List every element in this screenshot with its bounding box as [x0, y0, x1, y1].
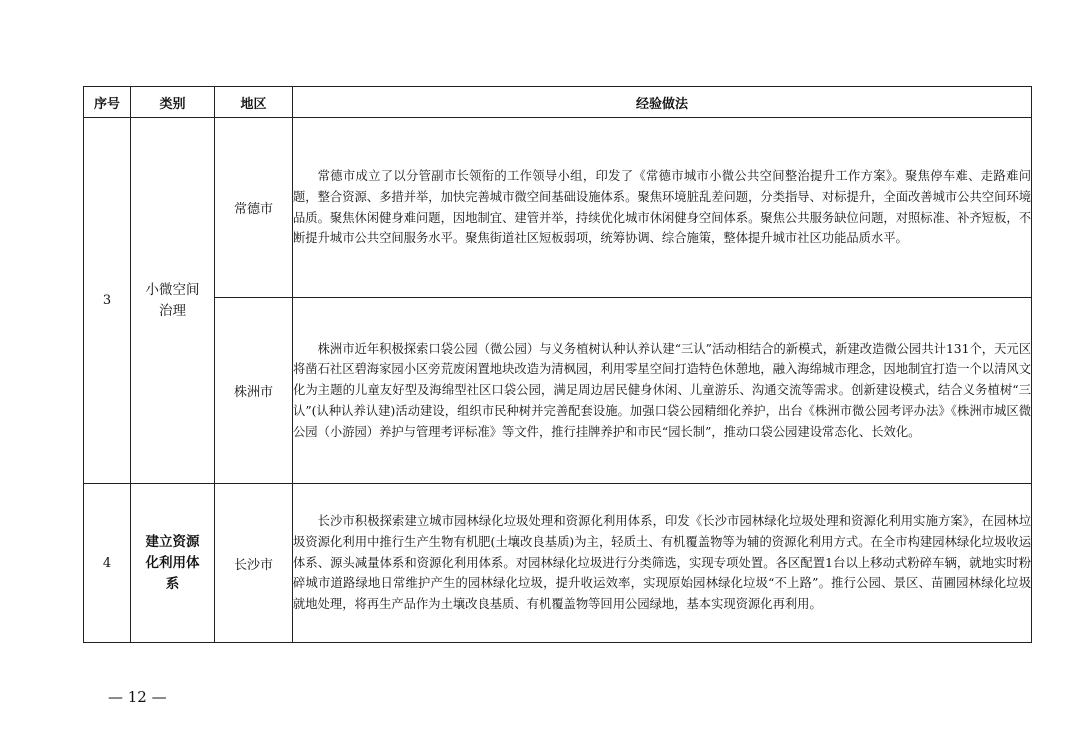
- header-category: 类别: [131, 87, 215, 118]
- experience-table: [83, 86, 1032, 643]
- table-row: [84, 298, 1032, 484]
- row-number: 4: [84, 484, 131, 643]
- header-index: 序号: [84, 87, 131, 118]
- row-region: 长沙市: [215, 484, 293, 643]
- row-number: 3: [84, 118, 131, 484]
- row-category: 建立资源 化利用体 系: [131, 484, 215, 643]
- row-category: 小微空间 治理: [131, 118, 215, 484]
- practice-paragraph: 常德市成立了以分管副市长领衔的工作领导小组，印发了《常德市城市小微公共空间整治提升工作方案》。聚焦停车难、走路难问题，整合资源、多措并举，加快完善城市微空间基础设施体系。聚焦环境脏乱差问题，分类指导、对标提升，全面改善城市公共空间环境品质。聚焦休闲健身难问题，因地制宜、建管并举，持续优化城市休闲健身空间体系。聚焦公共服务缺位问题，对照标准、补齐短板，不断提升城市公共空间服务水平。聚焦街道社区短板弱项，统筹协调、综合施策，整体提升城市社区功能品质水平。: [293, 168, 1031, 246]
- row-region: 株洲市: [215, 298, 293, 484]
- table-header-row: [84, 87, 1032, 118]
- header-region: 地区: [215, 87, 293, 118]
- header-practice: 经验做法: [293, 87, 1032, 118]
- practice-paragraph: 长沙市积极探索建立城市园林绿化垃圾处理和资源化利用体系，印发《长沙市园林绿化垃圾处理和资源化利用实施方案》，在园林垃圾资源化利用中推行生产生物有机肥(土壤改良基质)为主，轻质土、有机覆盖物等为辅的资源化利用方式。在全市构建园林绿化垃圾收运体系、源头减量体系和资源化利用体系。对园林绿化垃圾进行分类筛选，实现专项处置。各区配置1台以上移动式粉碎车辆，就地实时粉碎城市道路绿地日常维护产生的园林绿化垃圾，提升收运效率，实现原始园林绿化垃圾“不上路”。推行公园、景区、苗圃园林绿化垃圾就地处理，将再生产品作为土壤改良基质、有机覆盖物等回用公园绿地，基本实现资源化再利用。: [293, 514, 1031, 612]
- table-row: [84, 484, 1032, 643]
- page-number: — 12 —: [108, 688, 167, 706]
- practice-paragraph: 株洲市近年积极探索口袋公园（微公园）与义务植树认种认养认建“三认”活动相结合的新模式，新建改造微公园共计131个，天元区将凿石社区碧海家园小区旁荒废闲置地块改造为清枫园，利用零星空间打造特色休憩地，融入海绵城市理念，因地制宜打造一个以清风文化为主题的儿童友好型及海绵型社区口袋公园，满足周边居民健身休闲、儿童游乐、沟通交流等需求。创新建设模式，结合义务植树“三认”(认种认养认建)活动建设，组织市民种树并完善配套设施。加强口袋公园精细化养护，出台《株洲市微公园考评办法》《株洲市城区微公园（小游园）养护与管理考评标准》等文件，推行挂牌养护和市民“园长制”，推动口袋公园建设常态化、长效化。: [293, 341, 1031, 439]
- row-practice-text: [293, 118, 1032, 298]
- row-region: 常德市: [215, 118, 293, 298]
- row-practice-text: [293, 298, 1032, 484]
- row-practice-text: [293, 484, 1032, 643]
- table-row: [84, 118, 1032, 298]
